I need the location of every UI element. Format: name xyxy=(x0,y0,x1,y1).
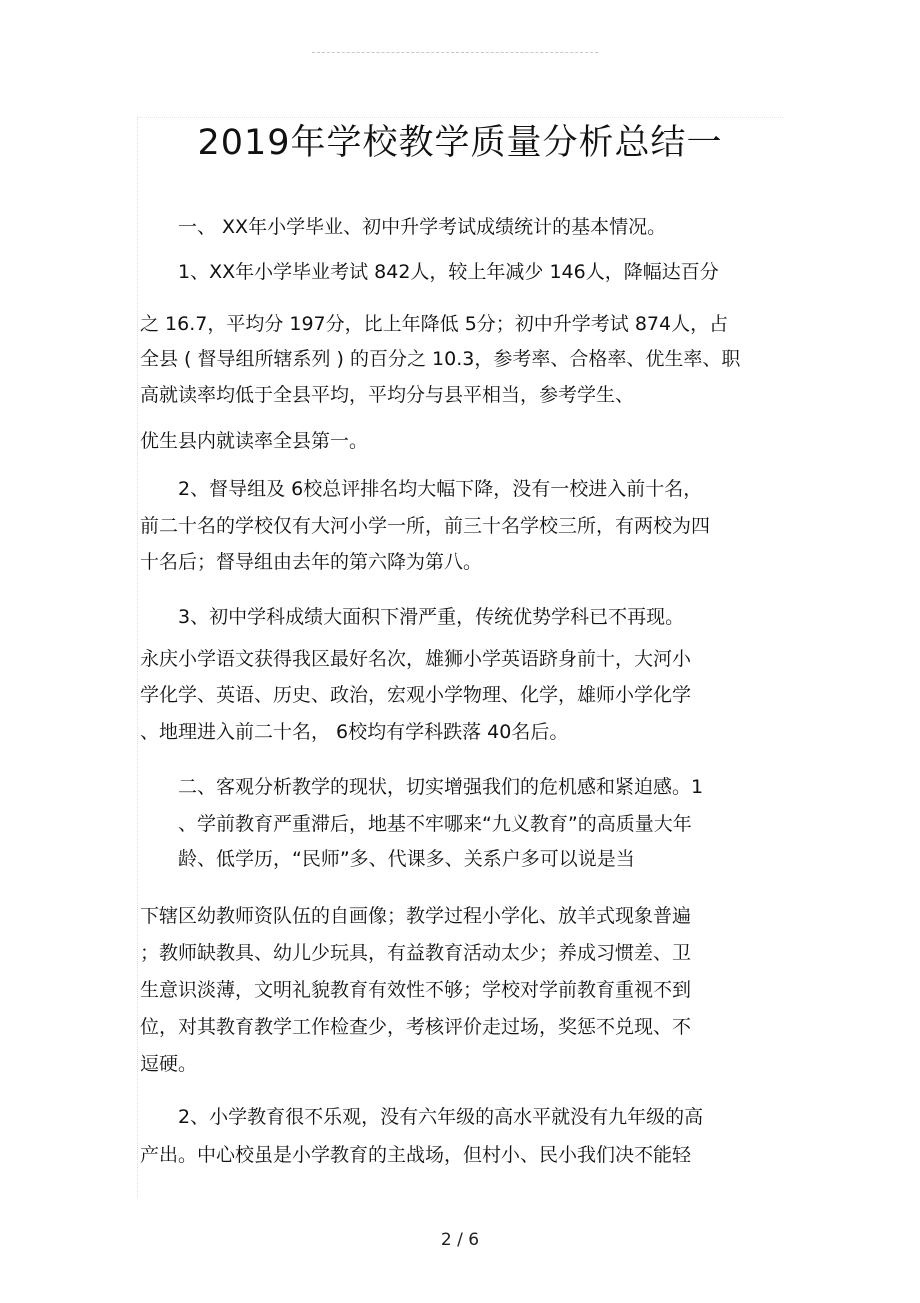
paragraph-line: 生意识淡薄，文明礼貌教育有效性不够；学校对学前教育重视不到 xyxy=(140,979,692,1001)
paragraph-line: 、地理进入前二十名， 6校均有学科跌落 40名后。 xyxy=(140,721,569,743)
paragraph-line: 2、督导组及 6校总评排名均大幅下降，没有一校进入前十名， xyxy=(140,478,703,500)
paragraph-line: 优生县内就读率全县第一。 xyxy=(140,430,369,452)
paragraph-line: 1、XX年小学毕业考试 842人，较上年减少 146人，降幅达百分 xyxy=(140,261,719,283)
paragraph-line: 高就读率均低于全县平均，平均分与县平相当，参考学生、 xyxy=(140,384,635,406)
header-rule xyxy=(312,52,598,53)
paragraph-line: 前二十名的学校仅有大河小学一所，前三十名学校三所，有两校为四 xyxy=(140,515,711,537)
paragraph-line: 2、小学教育很不乐观，没有六年级的高水平就没有九年级的高 xyxy=(140,1106,704,1128)
paragraph-line: 3、初中学科成绩大面积下滑严重，传统优势学科已不再现。 xyxy=(140,606,685,628)
paragraph-line: 龄、低学历，“民师”多、代课多、关系户多可以说是当 xyxy=(140,848,635,870)
paragraph-line: ；教师缺教具、幼儿少玩具，有益教育活动太少；养成习惯差、卫 xyxy=(140,942,692,964)
paragraph-line: 一、 XX年小学毕业、初中升学考试成绩统计的基本情况。 xyxy=(140,216,667,238)
paragraph-line: 逗硬。 xyxy=(140,1053,198,1075)
paragraph-line: 、学前教育严重滞后，地基不牢哪来“九义教育”的高质量大年 xyxy=(140,813,692,835)
paragraph-line: 位，对其教育教学工作检查少，考核评价走过场，奖惩不兑现、不 xyxy=(140,1016,692,1038)
paragraph-line: 十名后；督导组由去年的第六降为第八。 xyxy=(140,551,483,573)
paragraph-line: 之 16.7，平均分 197分，比上年降低 5分；初中升学考试 874人，占 xyxy=(140,313,729,335)
paragraph-line: 产出。中心校虽是小学教育的主战场，但村小、民小我们决不能轻 xyxy=(140,1144,692,1166)
paragraph-line: 二、客观分析教学的现状，切实增强我们的危机感和紧迫感。1 xyxy=(140,776,704,798)
document-title: 2019年学校教学质量分析总结一 xyxy=(197,123,723,163)
paragraph-line: 永庆小学语文获得我区最好名次，雄狮小学英语跻身前十，大河小 xyxy=(140,648,692,670)
paragraph-line: 全县 ( 督导组所辖系列 ) 的百分之 10.3，参考率、合格率、优生率、职 xyxy=(140,348,741,370)
page-number: 2 / 6 xyxy=(440,1230,480,1250)
paragraph-line: 学化学、英语、历史、政治，宏观小学物理、化学，雄师小学化学 xyxy=(140,684,692,706)
paragraph-line: 下辖区幼教师资队伍的自画像；教学过程小学化、放羊式现象普遍 xyxy=(140,905,692,927)
